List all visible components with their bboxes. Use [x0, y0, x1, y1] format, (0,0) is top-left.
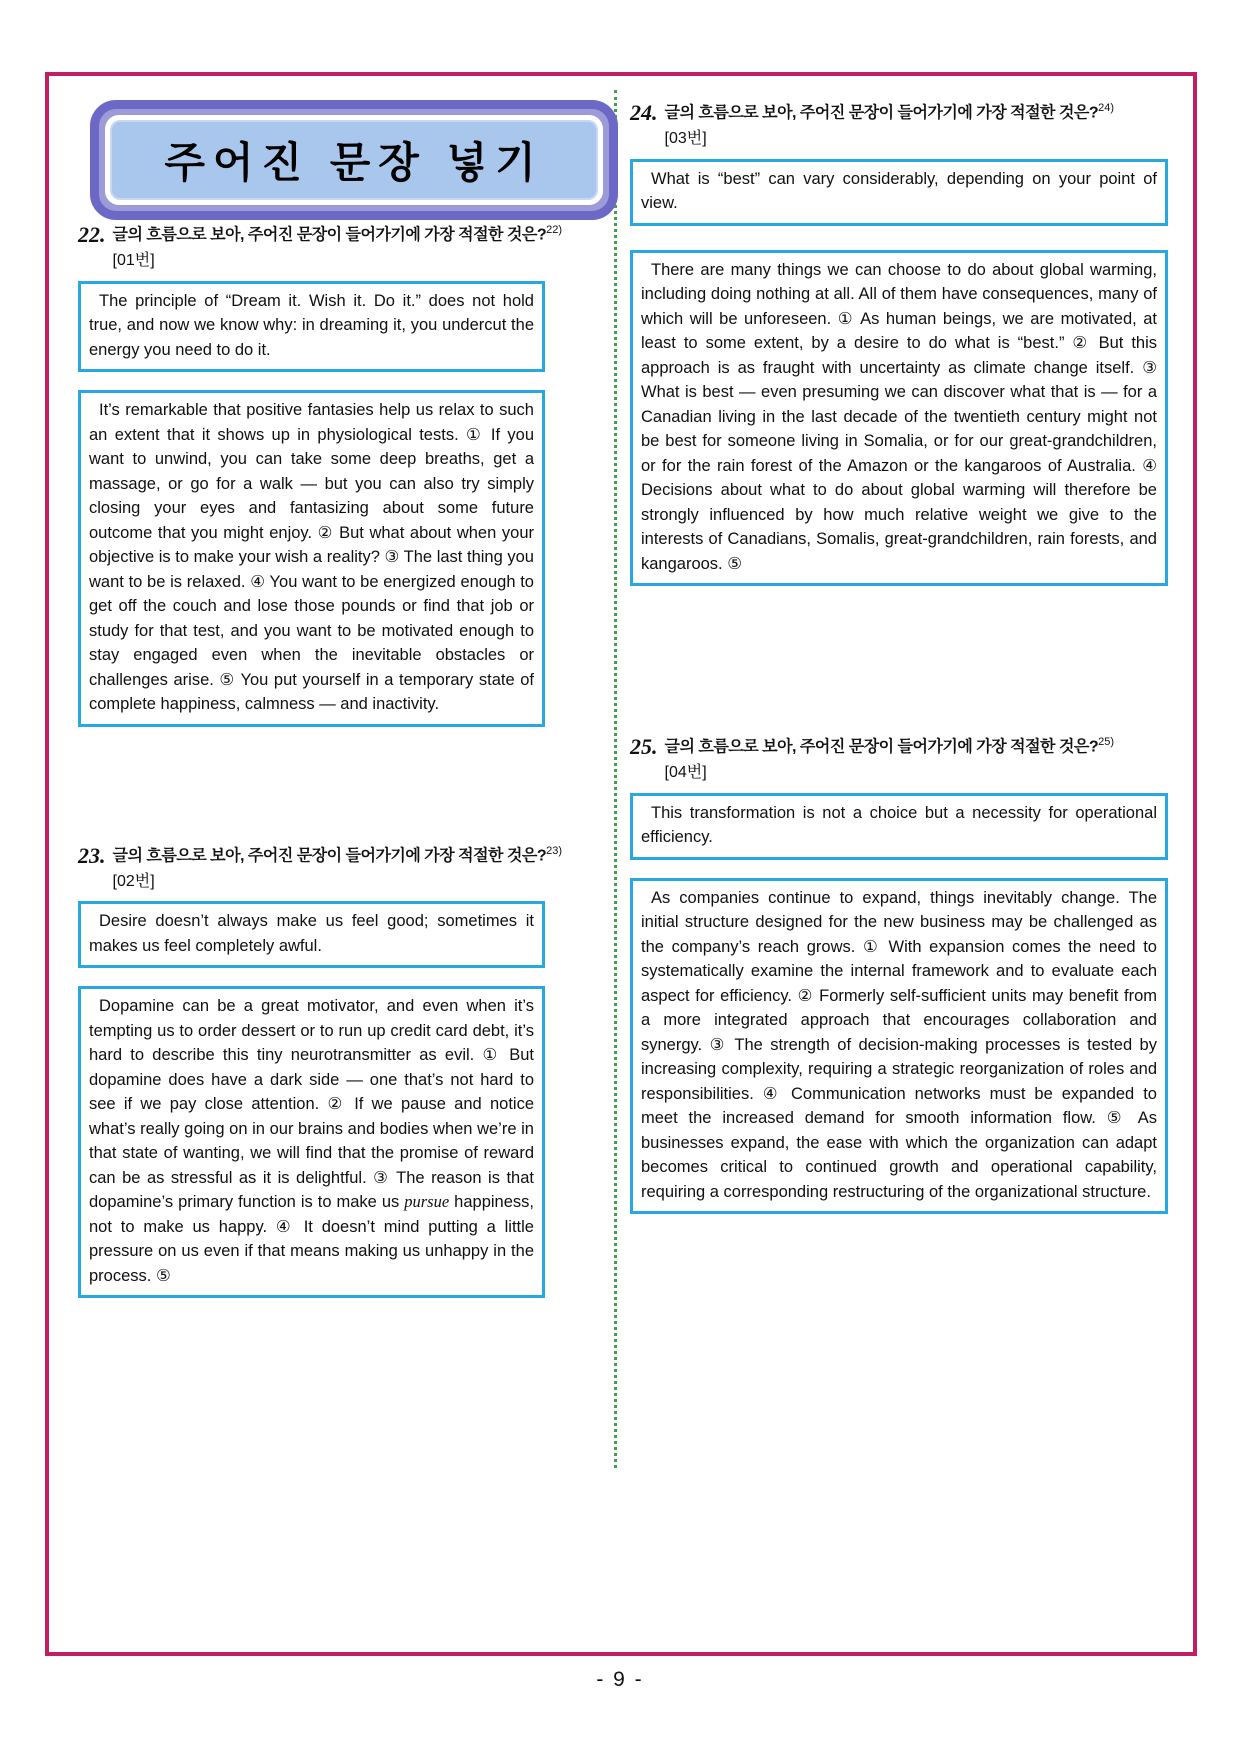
question-23-header-text	[112, 843, 563, 894]
given-sentence-text: What is “best” can vary considerably, depending on your point of view.	[641, 169, 1157, 213]
footnote-marker: 23)	[546, 844, 563, 857]
title-banner	[90, 100, 618, 220]
prompt-text: 글의 흐름으로 보아, 주어진 문장이 들어가기에 가장 적절한 것은?	[112, 226, 547, 244]
question-23	[78, 842, 563, 1299]
left-column	[78, 222, 563, 1298]
given-sentence-text: This transformation is not a choice but a necessity for operational efficiency.	[641, 803, 1157, 847]
page-number: - 9 -	[596, 1668, 644, 1691]
given-sentence-box	[630, 159, 1168, 226]
question-22-header-text	[112, 222, 563, 273]
title-banner-panel	[110, 120, 598, 200]
question-23-header	[78, 842, 563, 894]
given-sentence-text: The principle of “Dream it. Wish it. Do it.” does not hold true, and now we know why: in dreaming it, you undercut the energy you need to do it.	[89, 291, 534, 359]
passage-box	[78, 390, 545, 727]
title-banner-inner-border	[101, 111, 607, 209]
given-sentence-box	[78, 281, 545, 373]
passage-text: There are many things we can choose to do about global warming, including doing nothing at all. All of them have consequences, many of which will be unforeseen. ① As human beings, we are motivated, at least to some extent, by a desire to do what is “best.” ② But this approach is as fraught with uncertainty as climate change itself. ③ What is best — even presuming we can discover what that is — for a Canadian living in the last decade of the twentieth century might not be best for someone living in Somalia, or for our great-grandchildren, or for the rain forest of the Amazon or the kangaroos of Australia. ④ Decisions about what to do about global warming will therefore be strongly influenced by how much relative weight we give to the interests of Canadians, Somalis, great-grandchildren, rain forests, and kangaroos. ⑤	[641, 260, 1157, 573]
source-ref: [02번]	[112, 872, 155, 890]
source-ref: [01번]	[112, 252, 155, 270]
question-24	[630, 100, 1168, 586]
question-24-header-text	[665, 100, 1169, 151]
given-sentence-box	[78, 901, 545, 968]
question-25-header	[630, 734, 1168, 785]
question-25	[630, 734, 1168, 1214]
passage-text: As companies continue to expand, things inevitably change. The initial structure designed for the new business may be challenged as the company’s reach grows. ① With expansion comes the need to systematically examine the internal framework and to evaluate each aspect for efficiency. ② Formerly self-sufficient units may benefit from a more integrated approach that encourages collaboration and synergy. ③ The strength of decision-making processes is tested by increasing complexity, requiring a strategic reorganization of roles and responsibilities. ④ Communication networks must be expanded to meet the increased demand for smooth information flow. ⑤ As businesses expand, the ease with which the organization can adapt becomes critical to continued growth and operational capability, requiring a corresponding restructuring of the organizational structure.	[641, 888, 1157, 1201]
question-prompt	[112, 222, 563, 248]
prompt-text: 글의 흐름으로 보아, 주어진 문장이 들어가기에 가장 적절한 것은?	[664, 738, 1099, 756]
footnote-marker: 24)	[1098, 102, 1115, 114]
column-divider	[614, 90, 617, 1468]
question-prompt	[665, 100, 1169, 126]
question-number: 24.	[630, 100, 658, 125]
passage-box	[630, 250, 1168, 587]
question-22-header	[78, 222, 563, 273]
given-sentence-box	[630, 793, 1168, 860]
question-number: 25.	[630, 734, 658, 760]
question-prompt	[665, 734, 1169, 760]
right-column	[630, 100, 1168, 1214]
question-prompt	[112, 843, 563, 869]
footnote-marker: 25)	[1098, 736, 1115, 749]
question-25-header-text	[665, 734, 1169, 785]
question-24-header	[630, 100, 1168, 151]
question-number: 23.	[78, 842, 106, 868]
given-sentence-text: Desire doesn’t always make us feel good; sometimes it makes us feel completely awful.	[89, 912, 534, 955]
passage-box	[630, 878, 1168, 1215]
source-ref: [03번]	[664, 130, 707, 148]
source-ref: [04번]	[664, 764, 707, 782]
question-number: 22.	[78, 222, 106, 247]
passage-text: Dopamine can be a great motivator, and even when it’s tempting us to order dessert or to run up credit card debt, it’s hard to describe this tiny neurotransmitter as evil. ① But dopamine does have a dark side — one that’s not hard to see if we pay close attention. ② If we pause and notice what’s really going on in our brains and bodies when we’re in that state of wanting, we will find that the promise of reward can be as stressful as it is delightful. ③ The reason is that dopamine’s primary function is to make us pursue happiness, not to make us happy. ④ It doesn’t mind putting a little pressure on us even if that means making us unhappy in the process. ⑤	[89, 997, 534, 1285]
passage-box	[78, 986, 545, 1298]
page-title: 주어진 문장 넣기	[164, 139, 544, 186]
question-22	[78, 222, 563, 727]
footnote-marker: 22)	[546, 224, 563, 236]
passage-text: It’s remarkable that positive fantasies help us relax to such an extent that it shows up in physiological tests. ① If you want to unwind, you can take some deep breaths, get a massage, or go for a walk — but you can also try simply closing your eyes and fantasizing about some future outcome that you might enjoy. ② But what about when your objective is to make your wish a reality? ③ The last thing you want to be is relaxed. ④ You want to be energized enough to get off the couch and lose those pounds or find that job or study for that test, and you want to be motivated enough to stay engaged even when the inevitable obstacles or challenges arise. ⑤ You put yourself in a temporary state of complete happiness, calmness — and inactivity.	[89, 401, 534, 714]
prompt-text: 글의 흐름으로 보아, 주어진 문장이 들어가기에 가장 적절한 것은?	[664, 104, 1099, 122]
prompt-text: 글의 흐름으로 보아, 주어진 문장이 들어가기에 가장 적절한 것은?	[112, 846, 547, 864]
